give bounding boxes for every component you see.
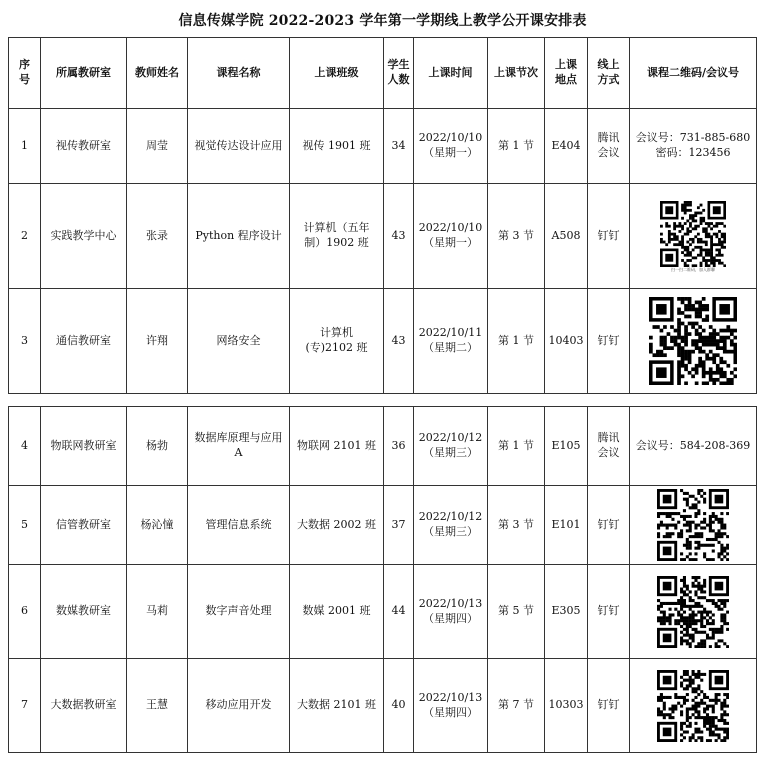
cell-class: 数媒 2001 班 [290,565,384,659]
cell-students: 43 [384,184,414,289]
cell-teacher: 周莹 [127,109,188,184]
header-class: 上课班级 [290,38,384,109]
cell-period: 第 7 节 [488,659,545,753]
cell-dept: 物联网教研室 [41,407,127,486]
cell-no: 4 [9,407,41,486]
cell-mode: 钉钉 [588,659,630,753]
qr-code-image [660,201,726,267]
cell-meeting: 会议号：584-208-369 [630,407,757,486]
cell-course: 网络安全 [188,289,290,394]
cell-place: E305 [545,565,588,659]
header-time: 上课时间 [414,38,488,109]
cell-time: 2022/10/13 （星期四） [414,659,488,753]
cell-place: E101 [545,486,588,565]
cell-class: 计算机 (专)2102 班 [290,289,384,394]
schedule-table-part-2 [8,406,757,753]
cell-time: 2022/10/13 （星期四） [414,565,488,659]
cell-class: 视传 1901 班 [290,109,384,184]
table-row [9,407,757,486]
cell-place: 10403 [545,289,588,394]
cell-course: 视觉传达设计应用 [188,109,290,184]
cell-time: 2022/10/12 （星期三） [414,486,488,565]
header-dept: 所属教研室 [41,38,127,109]
cell-dept: 实践教学中心 [41,184,127,289]
cell-no: 6 [9,565,41,659]
cell-course: 管理信息系统 [188,486,290,565]
cell-students: 43 [384,289,414,394]
header-meeting: 课程二维码/会议号 [630,38,757,109]
table-row [9,184,757,289]
cell-mode: 腾讯 会议 [588,407,630,486]
header-no: 序 号 [9,38,41,109]
qr-code-image [657,489,729,561]
schedule-table-part-1 [8,37,757,394]
header-mode: 线上 方式 [588,38,630,109]
cell-dept: 通信教研室 [41,289,127,394]
table-header-row [9,38,757,109]
table-row [9,565,757,659]
cell-time: 2022/10/11 （星期二） [414,289,488,394]
cell-mode: 腾讯 会议 [588,109,630,184]
table-row [9,109,757,184]
cell-teacher: 王慧 [127,659,188,753]
cell-class: 大数据 2002 班 [290,486,384,565]
header-teacher: 教师姓名 [127,38,188,109]
header-students: 学生 人数 [384,38,414,109]
cell-meeting-qr [630,486,757,565]
qr-code-image [649,297,737,385]
qr-code-image [657,576,729,648]
table-row [9,659,757,753]
cell-place: A508 [545,184,588,289]
qr-caption: 扫一扫二维码，加入群聊 [671,266,715,272]
cell-period: 第 1 节 [488,289,545,394]
cell-teacher: 张录 [127,184,188,289]
cell-course: 数字声音处理 [188,565,290,659]
cell-no: 3 [9,289,41,394]
table-row [9,289,757,394]
cell-teacher: 马莉 [127,565,188,659]
cell-period: 第 1 节 [488,407,545,486]
cell-no: 2 [9,184,41,289]
cell-mode: 钉钉 [588,289,630,394]
cell-class: 计算机（五年 制）1902 班 [290,184,384,289]
cell-mode: 钉钉 [588,486,630,565]
cell-time: 2022/10/12 （星期三） [414,407,488,486]
cell-students: 44 [384,565,414,659]
cell-time: 2022/10/10 （星期一） [414,184,488,289]
cell-class: 物联网 2101 班 [290,407,384,486]
cell-dept: 视传教研室 [41,109,127,184]
cell-dept: 数媒教研室 [41,565,127,659]
page-title: 信息传媒学院 2022-2023 学年第一学期线上教学公开课安排表 [178,13,587,29]
cell-meeting-qr [630,659,757,753]
header-place: 上课 地点 [545,38,588,109]
cell-students: 36 [384,407,414,486]
cell-meeting: 会议号：731-885-680 密码：123456 [630,109,757,184]
cell-meeting-qr [630,565,757,659]
cell-students: 34 [384,109,414,184]
cell-course: 数据库原理与应用 A [188,407,290,486]
table-row [9,486,757,565]
cell-period: 第 3 节 [488,184,545,289]
cell-no: 7 [9,659,41,753]
cell-no: 1 [9,109,41,184]
cell-meeting-qr [630,184,757,289]
cell-period: 第 5 节 [488,565,545,659]
cell-period: 第 3 节 [488,486,545,565]
cell-students: 37 [384,486,414,565]
cell-place: 10303 [545,659,588,753]
cell-place: E105 [545,407,588,486]
cell-meeting-qr [630,289,757,394]
cell-teacher: 许翔 [127,289,188,394]
cell-mode: 钉钉 [588,565,630,659]
cell-time: 2022/10/10 （星期一） [414,109,488,184]
header-course: 课程名称 [188,38,290,109]
cell-dept: 大数据教研室 [41,659,127,753]
header-period: 上课节次 [488,38,545,109]
cell-teacher: 杨沁憧 [127,486,188,565]
cell-students: 40 [384,659,414,753]
cell-teacher: 杨勃 [127,407,188,486]
cell-mode: 钉钉 [588,184,630,289]
qr-code-image [657,670,729,742]
cell-dept: 信管教研室 [41,486,127,565]
cell-place: E404 [545,109,588,184]
cell-class: 大数据 2101 班 [290,659,384,753]
cell-course: Python 程序设计 [188,184,290,289]
cell-course: 移动应用开发 [188,659,290,753]
cell-period: 第 1 节 [488,109,545,184]
cell-no: 5 [9,486,41,565]
